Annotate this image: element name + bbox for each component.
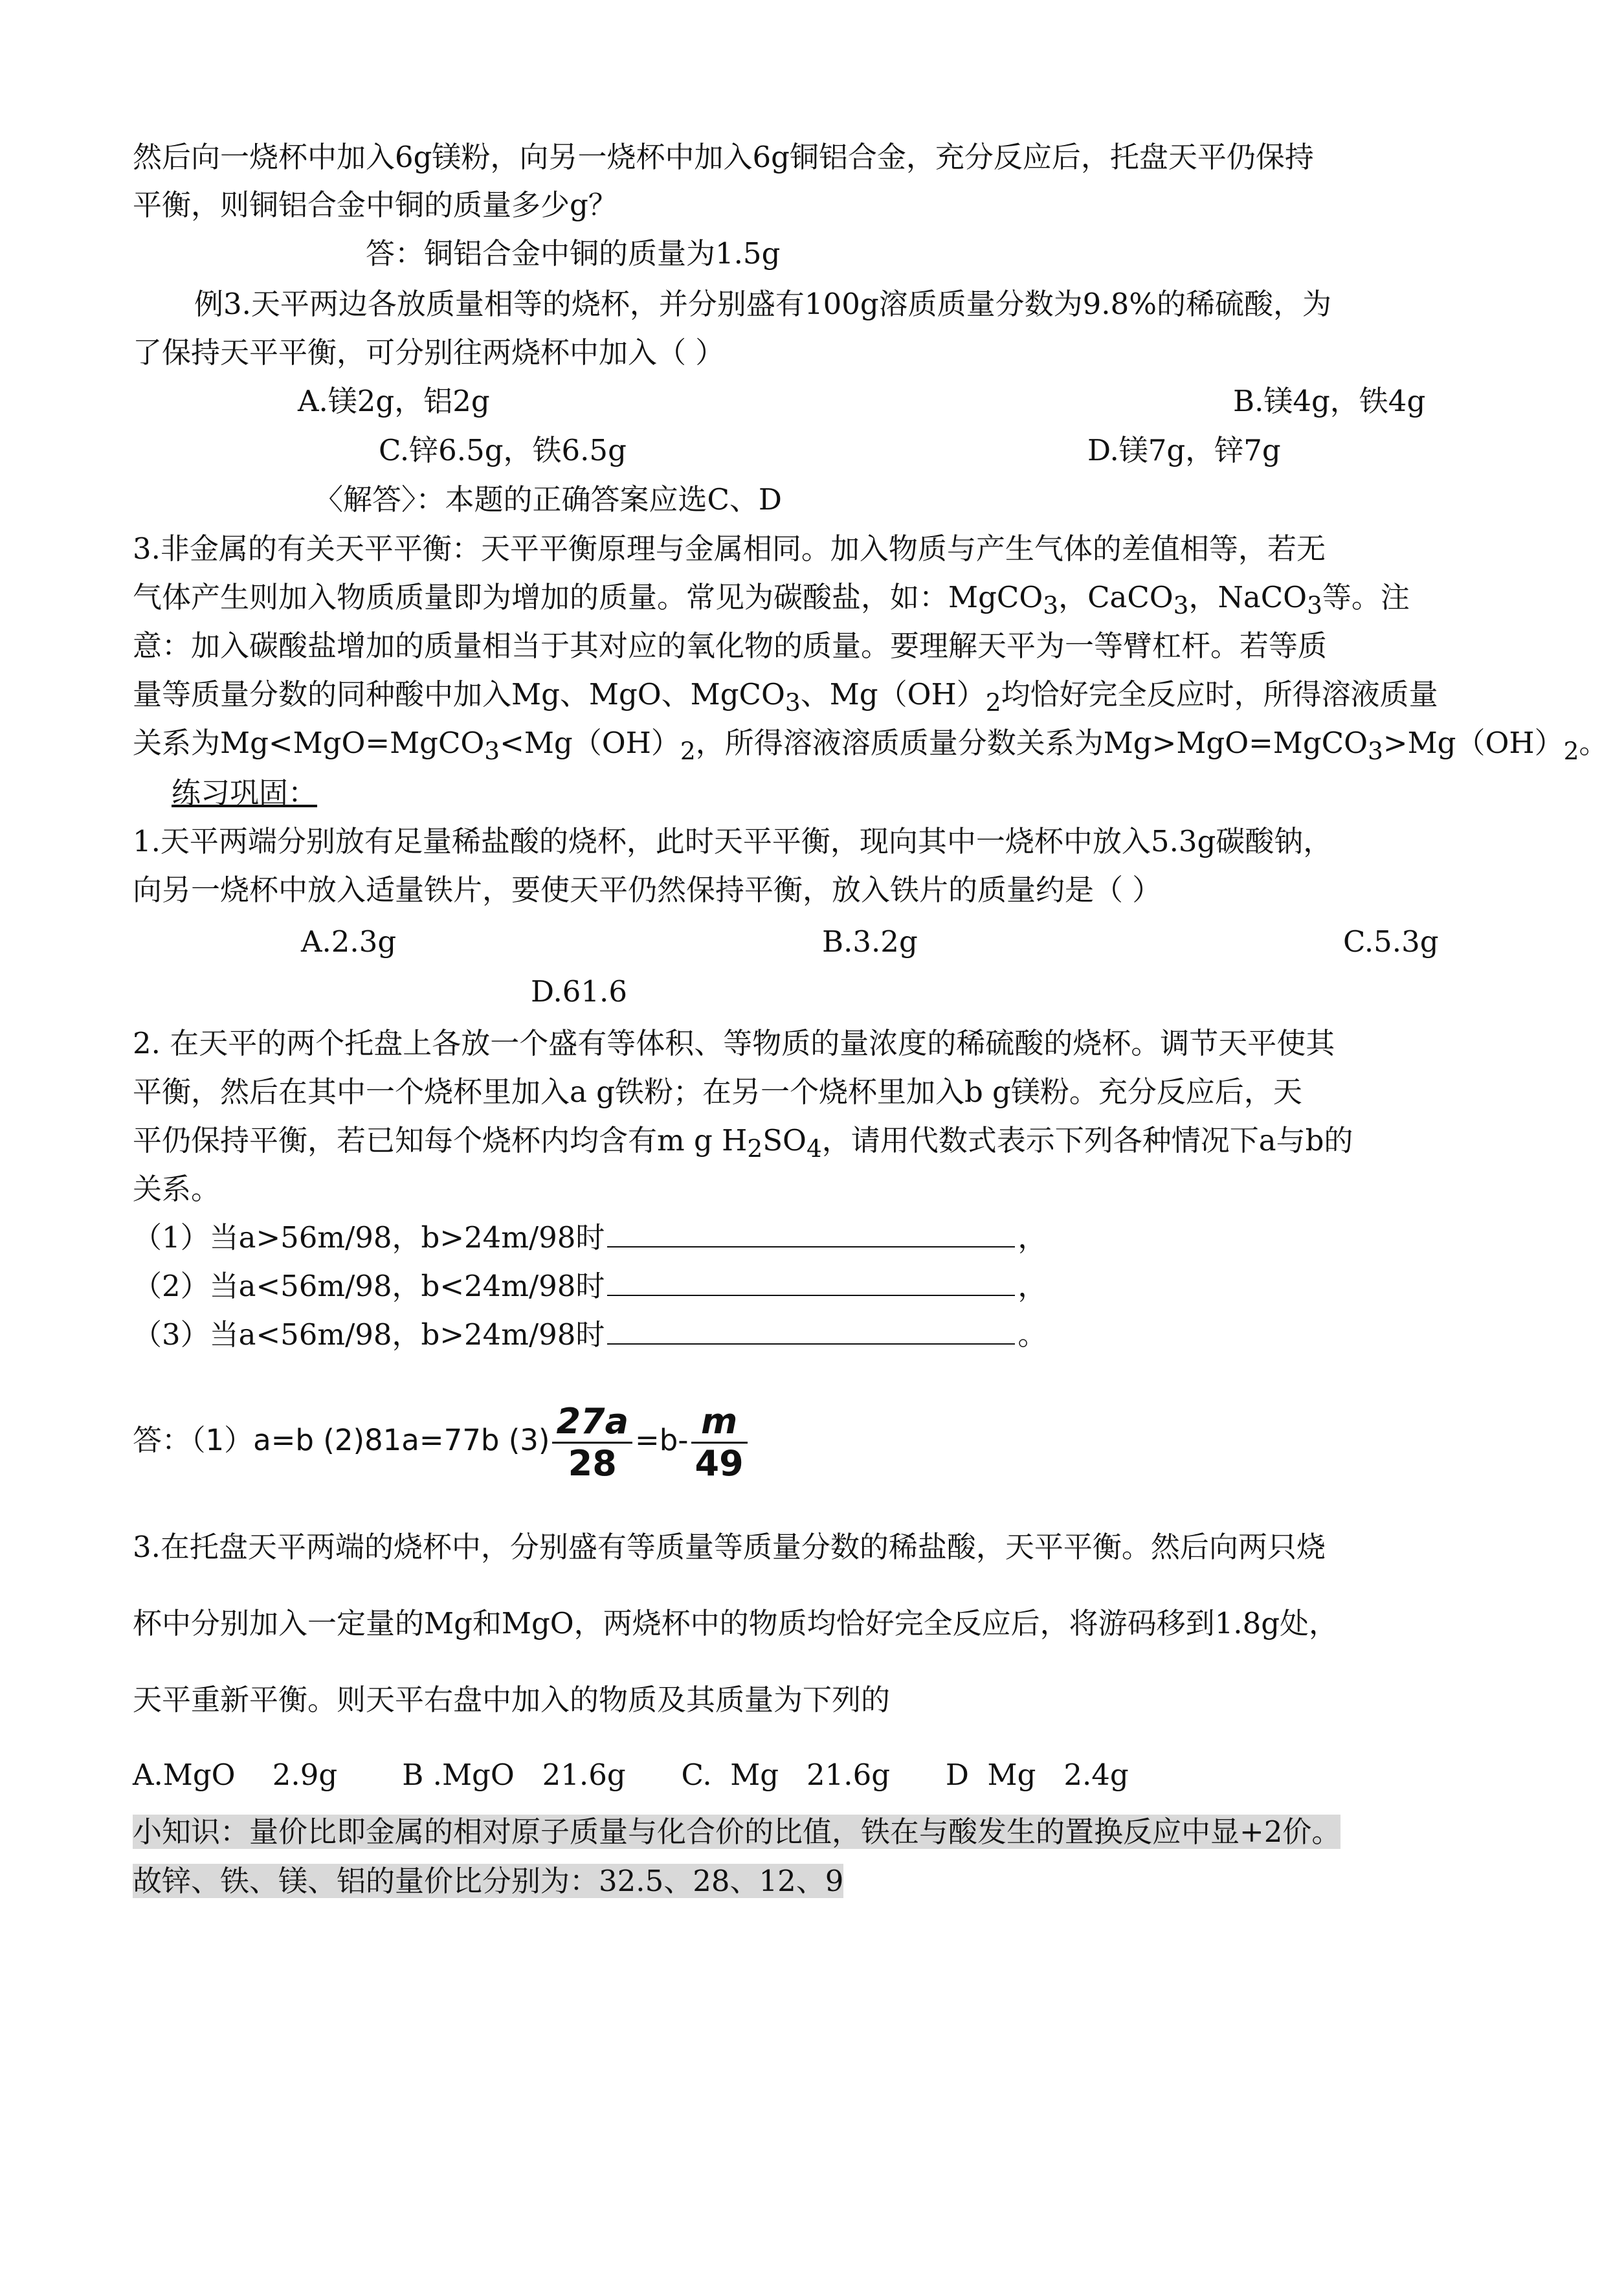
text: 均恰好完全反应时，所得溶液质量 — [1001, 677, 1438, 711]
practice-2-answer — [133, 1392, 1498, 1489]
practice-2-question — [133, 1170, 1498, 1209]
tip-text: 小知识：量价比即金属的相对原子质量与化合价的比值，铁在与酸发生的置换反应中显+2价。 — [133, 1815, 1341, 1849]
subscript: 3 — [1173, 591, 1189, 620]
text: ，所得溶液溶质质量分数关系为Mg>MgO=MgCO — [695, 726, 1368, 760]
text: 然后向一烧杯中加入6g镁粉，向另一烧杯中加入6g铜铝合金，充分反应后，托盘天平仍保持 — [133, 140, 1314, 174]
practice-3-question — [133, 1528, 1498, 1567]
text: 向另一烧杯中放入适量铁片，要使天平仍然保持平衡，放入铁片的质量约是（ ） — [133, 873, 1162, 907]
example-3-answer — [314, 480, 1624, 519]
practice-1-question — [133, 822, 1498, 861]
denominator: 49 — [695, 1442, 744, 1484]
text: 量等质量分数的同种酸中加入Mg、MgO、MgCO — [133, 677, 785, 711]
practice-3-question — [133, 1604, 1498, 1643]
answer-text: 答：（1）a=b (2)81a=77b (3) — [133, 1423, 550, 1457]
text: 平衡，则铜铝合金中铜的质量多少g？ — [133, 188, 617, 222]
text: 天平重新平衡。则天平右盘中加入的物质及其质量为下列的 — [133, 1683, 891, 1717]
text: 。 — [1579, 726, 1608, 760]
practice-1-question — [133, 871, 1498, 910]
option-c: C.锌6.5g，铁6.5g — [379, 433, 627, 467]
fraction — [552, 1402, 632, 1484]
text: SO — [762, 1123, 806, 1158]
tip-text: 故锌、铁、镁、铝的量价比分别为：32.5、28、12、9 — [133, 1864, 844, 1898]
example-3-question — [133, 333, 1498, 372]
option-a: A.镁2g，铝2g — [298, 384, 490, 418]
subscript: 3 — [784, 688, 801, 717]
tip-box — [133, 1862, 1498, 1901]
text: 关系为Mg<MgO=MgCO — [133, 726, 485, 760]
text: <Mg（OH） — [500, 726, 680, 760]
answer-blank[interactable] — [607, 1316, 1015, 1345]
fill-blank-row — [133, 1218, 1498, 1257]
subscript: 3 — [484, 737, 500, 765]
subscript: 3 — [1307, 591, 1322, 620]
practice-heading — [172, 774, 1537, 812]
practice-2-question — [133, 1121, 1498, 1168]
text: ， — [1018, 1269, 1047, 1303]
paragraph-line — [133, 186, 1498, 225]
fill-blank-row — [133, 1267, 1498, 1306]
example-3-question — [194, 285, 1560, 324]
text: （2）当a<56m/98，b<24m/98时 — [133, 1269, 605, 1303]
heading-text: 练习巩固： — [172, 776, 318, 810]
fill-blank-row — [133, 1315, 1498, 1354]
text: ，CaCO — [1058, 580, 1174, 614]
text: 。 — [1018, 1317, 1047, 1352]
numerator — [552, 1402, 632, 1444]
option-b: B.镁4g，铁4g — [1233, 384, 1426, 418]
text: 平衡，然后在其中一个烧杯里加入a g铁粉；在另一个烧杯里加入b g镁粉。充分反应后，天 — [133, 1075, 1302, 1109]
practice-3-options — [133, 1756, 1498, 1795]
option-c: C.5.3g — [1343, 924, 1439, 959]
answer-text: 答：铜铝合金中铜的质量为1.5g — [366, 236, 781, 271]
subscript: 3 — [1368, 737, 1383, 765]
section-3-line — [133, 675, 1498, 722]
practice-3-question — [133, 1681, 1498, 1719]
text: 例3.天平两边各放质量相等的烧杯，并分别盛有100g溶质质量分数为9.8%的稀硫酸，为 — [194, 287, 1331, 321]
answer-text: =b- — [635, 1423, 689, 1457]
subscript: 2 — [985, 688, 1001, 717]
option-b: B.3.2g — [822, 924, 918, 959]
text: 气体产生则加入物质质量即为增加的质量。常见为碳酸盐，如：MgCO — [133, 580, 1043, 614]
subscript: 3 — [1043, 591, 1059, 620]
answer-text: 〈解答〉：本题的正确答案应选C、D — [314, 482, 783, 517]
text: 1.天平两端分别放有足量稀盐酸的烧杯，此时天平平衡，现向其中一烧杯中放入5.3g碳酸钠， — [133, 824, 1333, 858]
subscript: 2 — [1563, 737, 1579, 765]
denominator: 28 — [568, 1442, 617, 1484]
practice-2-question — [133, 1073, 1498, 1112]
text: 杯中分别加入一定量的Mg和MgO，两烧杯中的物质均恰好完全反应后，将游码移到1.8g处， — [133, 1606, 1339, 1640]
section-3-line — [133, 578, 1498, 625]
fraction — [691, 1402, 748, 1484]
subscript: 2 — [680, 737, 696, 765]
section-3-line — [133, 530, 1498, 568]
numerator — [691, 1402, 748, 1444]
text: >Mg（OH） — [1383, 726, 1564, 760]
text: 2. 在天平的两个托盘上各放一个盛有等体积、等物质的量浓度的稀硫酸的烧杯。调节天平使其 — [133, 1026, 1335, 1060]
answer-blank[interactable] — [607, 1219, 1015, 1247]
subscript: 2 — [747, 1134, 763, 1163]
practice-2-question — [133, 1024, 1498, 1063]
text: ， — [1018, 1220, 1047, 1255]
text: 、Mg（OH） — [800, 677, 986, 711]
numerator-text: m — [700, 1400, 738, 1442]
options-text: A.MgO 2.9g B .MgO 21.6g C. Mg 21.6g D Mg 2.4g — [133, 1758, 1129, 1792]
text: ，NaCO — [1188, 580, 1307, 614]
text: 3.非金属的有关天平平衡：天平平衡原理与金属相同。加入物质与产生气体的差值相等，若无 — [133, 531, 1326, 566]
subscript: 4 — [806, 1134, 822, 1163]
text: 3.在托盘天平两端的烧杯中，分别盛有等质量等质量分数的稀盐酸，天平平衡。然后向两只烧 — [133, 1530, 1326, 1564]
text: 平仍保持平衡，若已知每个烧杯内均含有m g H — [133, 1123, 748, 1158]
answer-blank[interactable] — [607, 1268, 1015, 1296]
text: （1）当a>56m/98，b>24m/98时 — [133, 1220, 605, 1255]
text: 等。注 — [1322, 580, 1410, 614]
option-a: A.2.3g — [301, 924, 397, 959]
text: 关系。 — [133, 1172, 221, 1206]
option-d: D.镁7g，锌7g — [1087, 433, 1281, 467]
section-3-line — [133, 724, 1608, 770]
numerator-text: 27a — [556, 1400, 629, 1442]
section-3-line — [133, 627, 1498, 666]
option-d: D.61.6 — [531, 974, 627, 1009]
text: 了保持天平平衡，可分别往两烧杯中加入（ ） — [133, 335, 725, 370]
paragraph-line — [133, 138, 1498, 177]
tip-box — [133, 1813, 1498, 1851]
answer-line — [366, 234, 1624, 273]
text: （3）当a<56m/98，b>24m/98时 — [133, 1317, 605, 1352]
text: ，请用代数式表示下列各种情况下a与b的 — [821, 1123, 1353, 1158]
text: 意：加入碳酸盐增加的质量相当于其对应的氧化物的质量。要理解天平为一等臂杠杆。若等质 — [133, 629, 1328, 663]
